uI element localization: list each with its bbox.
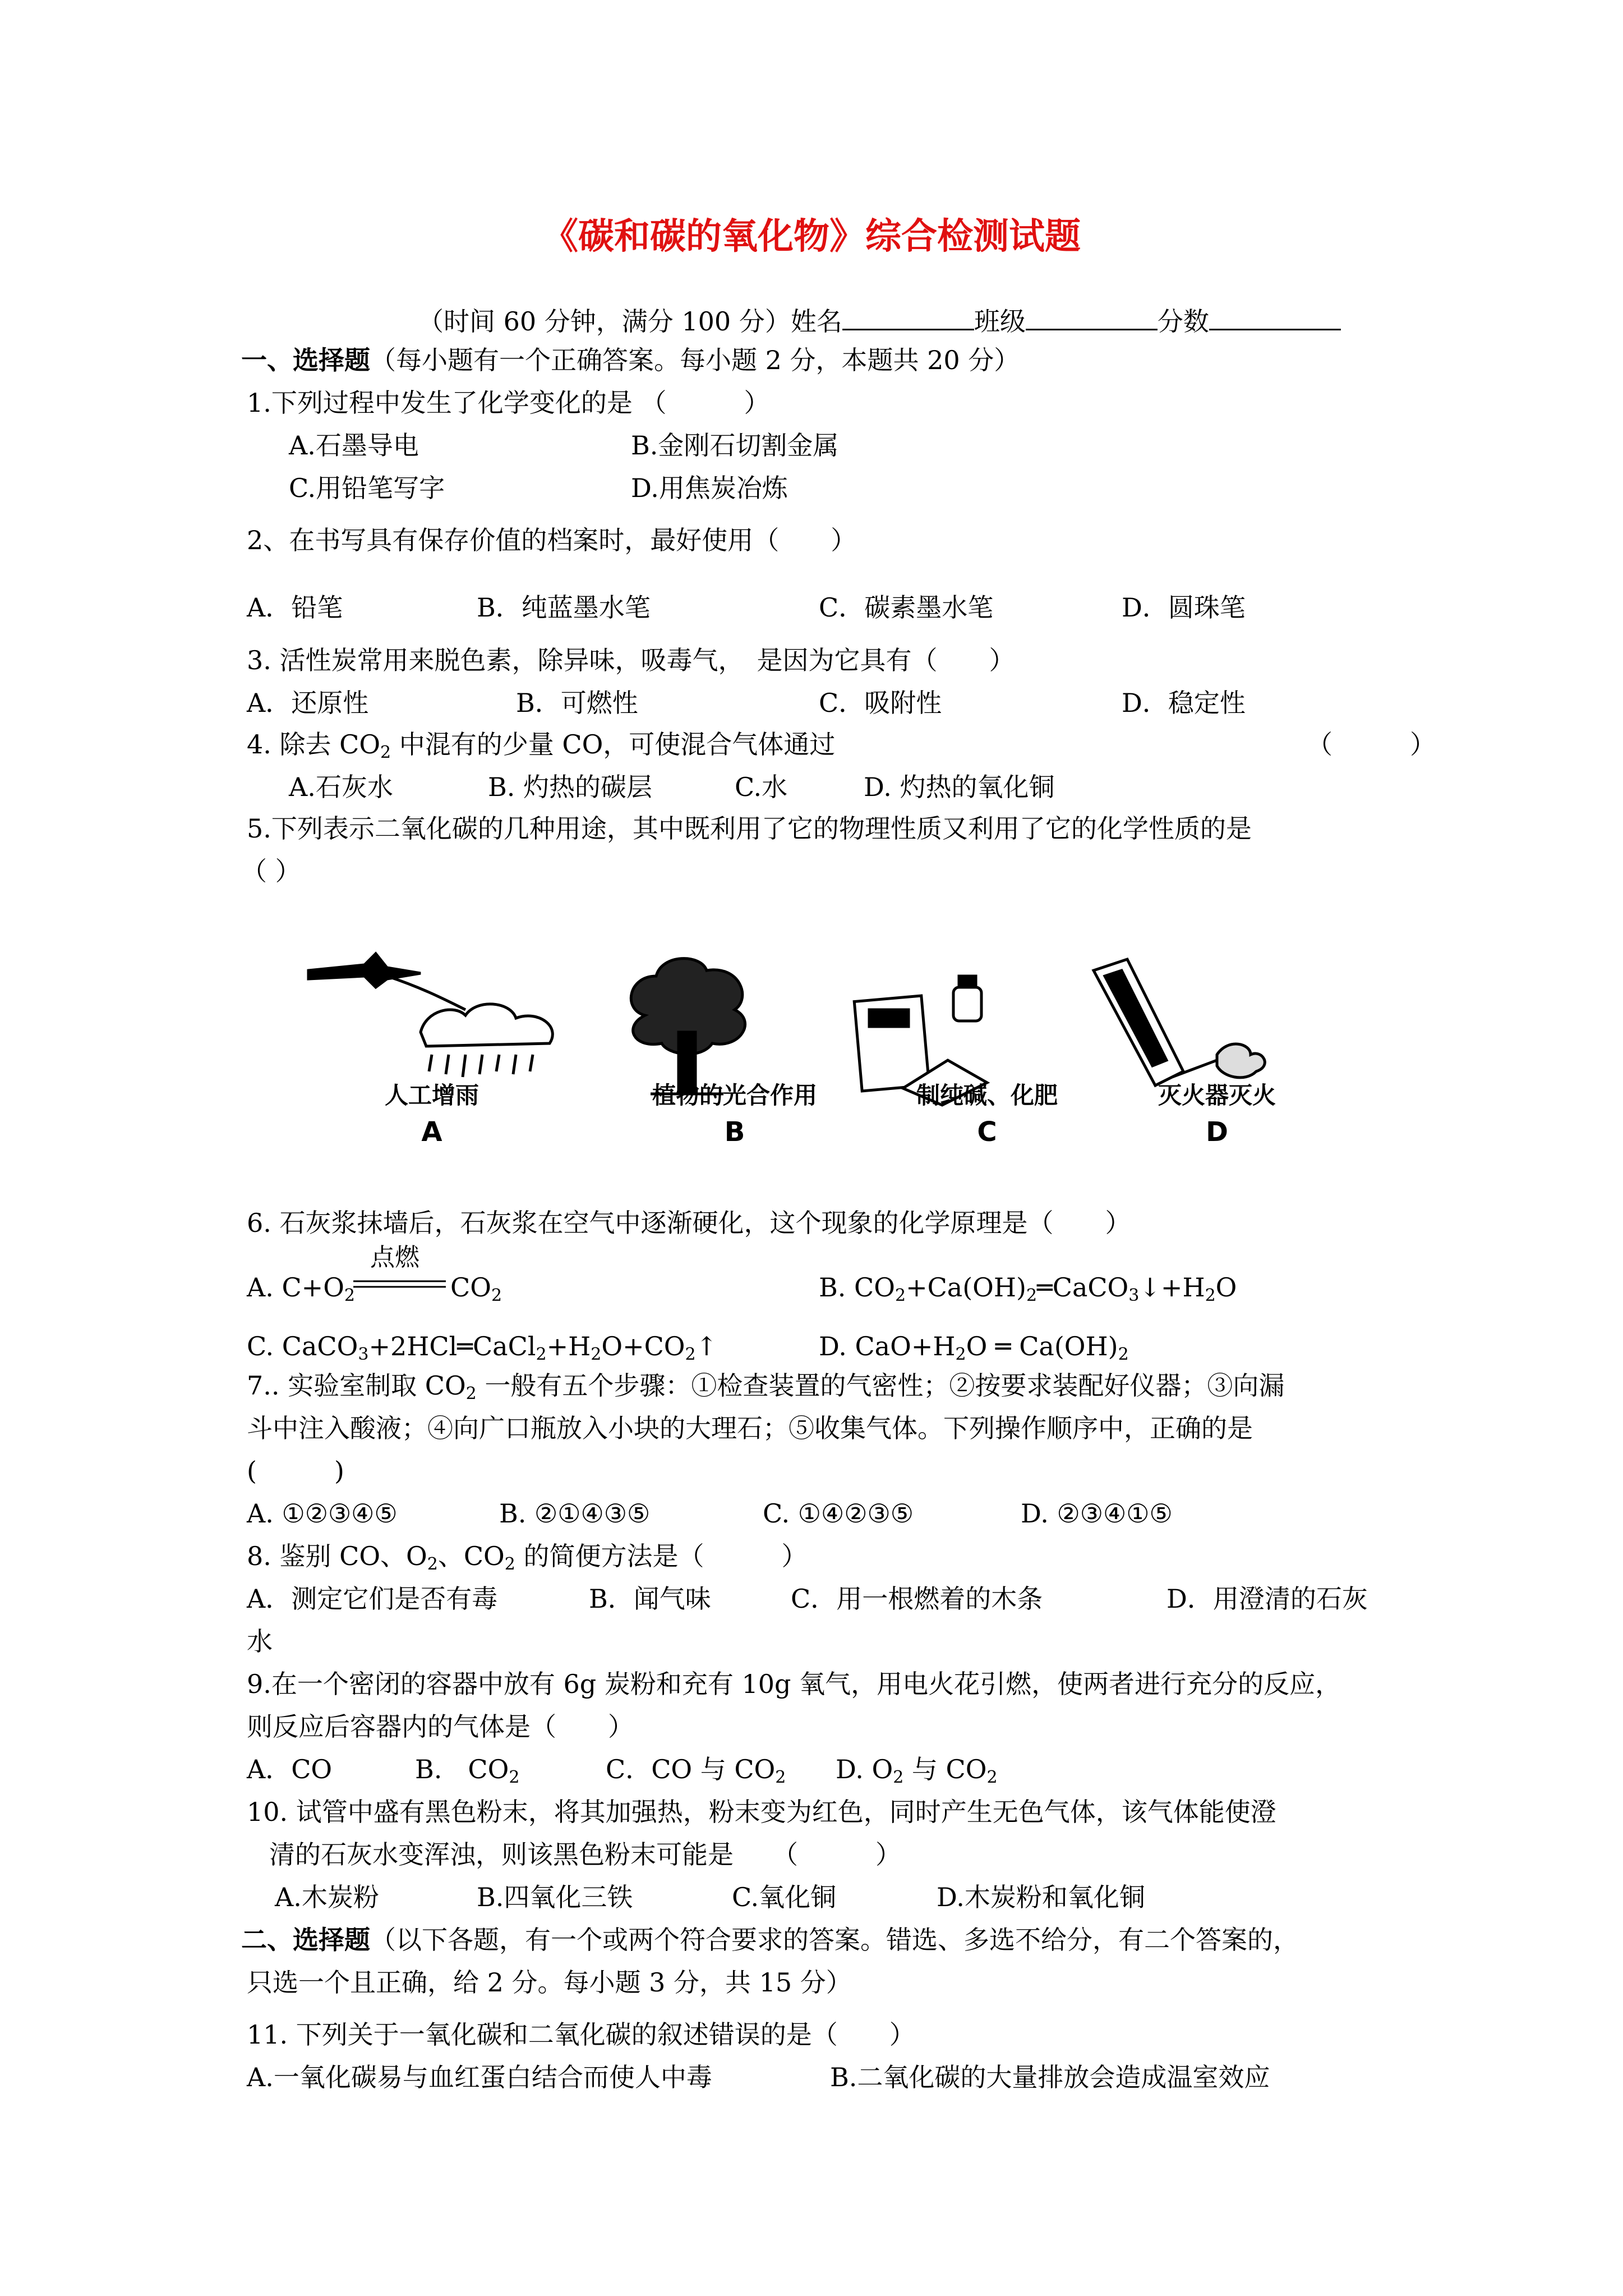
q7-stem-line2: 斗中注入酸液；④向广口瓶放入小块的大理石；⑤收集气体。下列操作顺序中，正确的是 <box>247 1413 1253 1443</box>
q6-option-b: B. $CO_2+Ca(OH)_2═CaCO_3↓+H_2O$ <box>819 1272 1237 1305</box>
q4-option-d: D. 灼热的氧化铜 <box>864 772 1055 802</box>
q6-stem: 6. 石灰浆抹墙后，石灰浆在空气中逐渐硬化，这个现象的化学原理是（ ） <box>247 1208 1131 1238</box>
q8-option-c: C．用一根燃着的木条 <box>791 1584 1043 1614</box>
q2-option-d: D．圆珠笔 <box>1122 592 1246 623</box>
q2-option-b: B．纯蓝墨水笔 <box>477 592 651 623</box>
q7-option-c: C. ①④②③⑤ <box>763 1498 914 1529</box>
q8-option-b: B．闻气味 <box>589 1584 711 1614</box>
q7-option-d: D. ②③④①⑤ <box>1021 1498 1173 1529</box>
q7-stem: 7.. 实验室制取 $CO_2$ 一般有五个步骤：①检查装置的气密性；②按要求装配好仪器；③向漏 <box>247 1370 1285 1404</box>
q5-label-a: A <box>421 1116 442 1148</box>
q11-stem: 11. 下列关于一氧化碳和二氧化碳的叙述错误的是（ ） <box>247 2019 915 2050</box>
q4-stem: 4. 除去 $CO_2$ 中混有的少量 CO，可使混合气体通过 <box>247 729 836 762</box>
q4-option-c: C.水 <box>735 772 788 802</box>
q2-stem: 2、在书写具有保存价值的档案时，最好使用（ ） <box>247 525 857 555</box>
q5-label-d: D <box>1206 1116 1228 1148</box>
q8-option-a: A．测定它们是否有毒 <box>247 1584 498 1614</box>
q3-option-a: A．还原性 <box>247 688 369 718</box>
q3-stem: 3. 活性炭常用来脱色素，除异味，吸毒气， 是因为它具有（ ） <box>247 645 1015 675</box>
name-blank <box>842 303 974 330</box>
q1-option-c: C.用铅笔写字 <box>289 473 445 503</box>
q3-option-c: C．吸附性 <box>819 688 942 718</box>
q9-option-c: C．CO 与 $CO_2$ <box>606 1754 786 1787</box>
q5-caption-d: 灭火器灭火 <box>1158 1082 1276 1109</box>
q11-option-b: B.二氧化碳的大量排放会造成温室效应 <box>830 2062 1270 2092</box>
q9-option-a: A．CO <box>247 1754 333 1784</box>
name-label: 姓名 <box>790 306 842 337</box>
q11-option-a: A.一氧化碳易与血红蛋白结合而使人中毒 <box>247 2062 712 2092</box>
q5-answer-paren: （ ） <box>241 856 301 886</box>
q8-stem: 8. 鉴别 CO、$O_2$、$CO_2$ 的简便方法是（ ） <box>247 1541 808 1574</box>
q1-option-d: D.用焦炭冶炼 <box>631 473 788 503</box>
q7-answer-paren: ( ) <box>247 1456 344 1486</box>
score-blank <box>1209 303 1341 330</box>
tree-icon <box>631 959 745 1094</box>
q2-option-a: A．铅笔 <box>247 592 343 623</box>
page-title: 《碳和碳的氧化物》综合检测试题 <box>542 216 1081 257</box>
q4-option-a: A.石灰水 <box>289 772 393 802</box>
q4-option-b: B. 灼热的碳层 <box>488 772 653 802</box>
section2-heading: 二、选择题（以下各题，有一个或两个符合要求的答案。错选、多选不给分，有二个答案的， <box>241 1925 1299 1955</box>
plane-cloud-icon <box>308 954 552 1077</box>
q6-option-d: D. $CaO+H_2O$ ═ $Ca(OH)_2$ <box>819 1331 1129 1364</box>
q2-option-c: C．碳素墨水笔 <box>819 592 994 623</box>
q6-option-a: A. $C+O_2$ $CO_2$ <box>247 1272 502 1305</box>
q5-stem: 5.下列表示二氧化碳的几种用途，其中既利用了它的物理性质又利用了它的化学性质的是 <box>247 813 1252 844</box>
q10-stem-line2: 清的石灰水变浑浊，则该黑色粉末可能是 （ ） <box>269 1839 901 1870</box>
q10-option-c: C.氧化铜 <box>732 1882 837 1912</box>
q1-option-a: A.石墨导电 <box>289 430 419 461</box>
q9-option-d: D. $O_2$ 与 $CO_2$ <box>836 1754 998 1787</box>
q5-caption-c: 制纯碱、化肥 <box>916 1082 1058 1109</box>
q6-option-c: C. $CaCO_3+2HCl═CaCl_2+H_2O+CO_2↑$ <box>247 1331 718 1364</box>
q6-reaction-condition: 点燃 <box>370 1243 419 1272</box>
q4-answer-paren: （ ） <box>1307 729 1436 760</box>
q8-option-d-cont: 水 <box>247 1626 273 1657</box>
q1-option-b: B.金刚石切割金属 <box>631 430 839 461</box>
time-info: （时间 60 分钟，满分 100 分） <box>418 306 791 337</box>
q5-label-b: B <box>724 1116 745 1148</box>
q10-option-d: D.木炭粉和氧化铜 <box>937 1882 1145 1912</box>
section1-heading: 一、选择题（每小题有一个正确答案。每小题 2 分，本题共 20 分） <box>241 345 1020 375</box>
section2-note-line2: 只选一个且正确，给 2 分。每小题 3 分，共 15 分） <box>247 1967 852 1998</box>
q7-option-a: A. ①②③④⑤ <box>247 1498 398 1529</box>
q1-stem: 1.下列过程中发生了化学变化的是 （ ） <box>247 388 770 418</box>
exam-header <box>418 303 1341 338</box>
class-blank <box>1026 303 1158 330</box>
q5-caption-b: 植物的光合作用 <box>652 1082 817 1109</box>
q9-stem: 9.在一个密闭的容器中放有 6g 炭粉和充有 10g 氧气，用电火花引燃，使两者进行充分的反应， <box>247 1669 1341 1699</box>
q5-caption-a: 人工增雨 <box>384 1082 479 1109</box>
q10-stem: 10. 试管中盛有黑色粉末，将其加强热，粉末变为红色，同时产生无色气体，该气体能使澄 <box>247 1797 1276 1827</box>
q3-option-d: D．稳定性 <box>1122 688 1246 718</box>
q6-equals-sign <box>353 1279 449 1290</box>
q10-option-b: B.四氧化三铁 <box>477 1882 633 1912</box>
q7-option-b: B. ②①④③⑤ <box>499 1498 651 1529</box>
q3-option-b: B．可燃性 <box>516 688 638 718</box>
score-label: 分数 <box>1157 306 1209 337</box>
q5-label-c: C <box>977 1116 997 1148</box>
fire-extinguisher-icon <box>1094 959 1265 1085</box>
q10-option-a: A.木炭粉 <box>275 1882 379 1912</box>
q9-option-b: B. $CO_2$ <box>415 1754 520 1787</box>
q8-option-d: D．用澄清的石灰 <box>1166 1584 1368 1614</box>
q9-stem-line2: 则反应后容器内的气体是（ ） <box>247 1711 634 1742</box>
class-label: 班级 <box>974 306 1026 337</box>
